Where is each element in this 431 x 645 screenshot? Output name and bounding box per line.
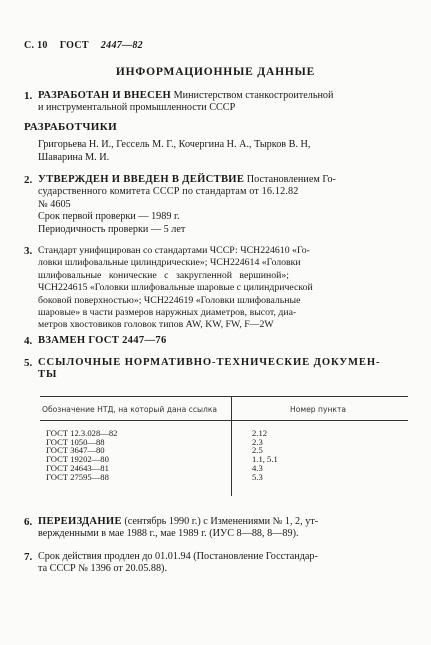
section-4-text: ВЗАМЕН ГОСТ 2447—76 — [38, 335, 167, 346]
table-doc-cell: ГОСТ 19202—80 — [46, 454, 109, 465]
section-7-line-1: Срок действия продлен до 01.01.94 (Постановление Госстандар- — [38, 551, 318, 562]
table-top-rule — [40, 396, 408, 397]
table-column-divider — [231, 396, 232, 496]
table-point-cell: 2.5 — [252, 445, 263, 456]
standard-label: ГОСТ — [59, 40, 89, 51]
section-4 — [24, 335, 408, 347]
table-point-cell: 2.12 — [252, 428, 268, 438]
section-3 — [24, 245, 408, 332]
standard-number: 2447—82 — [100, 40, 143, 51]
table-doc-cell: ГОСТ 24643—81 — [46, 462, 109, 473]
section-2-line-2: сударственного комитета СССР по стандартам от 16.12.82 — [38, 186, 299, 198]
section-3-line: метров хвостовиков головок типов AW, KW, FW, F—2W — [38, 319, 274, 331]
developers-section — [24, 121, 408, 164]
developers-line-2: Шаварина М. И. — [38, 151, 110, 163]
table-doc-cell: ГОСТ 27595—88 — [46, 471, 109, 482]
table-doc-cell: ГОСТ 3647—80 — [46, 445, 105, 456]
section-6 — [24, 516, 408, 541]
page-header — [24, 40, 143, 51]
section-6-line-1: (сентябрь 1990 г.) с Изменениями № 1, 2, ут- — [124, 516, 319, 527]
section-number: 5. — [24, 357, 33, 369]
section-3-line: ЧСН224615 «Головки шлифовальные шаровые с цилиндрической — [38, 282, 313, 294]
section-2-heading: УТВЕРЖДЕН И ВВЕДЕН В ДЕЙСТВИЕ — [38, 174, 245, 185]
table-header-doc: Обозначение НТД, на который дана ссылка — [42, 405, 218, 414]
section-7-line-2: та СССР № 1396 от 20.05.88). — [38, 563, 167, 575]
table-doc-list — [46, 429, 117, 481]
section-1-text-1: Министерством станкостроительной — [173, 90, 334, 101]
section-6-heading: ПЕРЕИЗДАНИЕ — [38, 516, 122, 527]
table-doc-cell: ГОСТ 1050—88 — [46, 436, 105, 447]
section-3-line: шлифовальные конические с закругленной вершиной»; — [38, 269, 290, 281]
section-1-text-2: и инструментальной промышленности СССР — [38, 102, 236, 114]
section-3-line: шаровые» в части размеров наружных диаметров, высот, диа- — [38, 307, 297, 319]
table-point-cell: 2.3 — [252, 436, 263, 447]
section-number: 1. — [24, 90, 33, 102]
section-number: 3. — [24, 245, 33, 257]
developers-line-1: Григорьева Н. И., Гессель М. Г., Кочергина Н. А., Тырков В. Н, — [38, 139, 311, 151]
section-1-heading: РАЗРАБОТАН И ВНЕСЕН — [38, 90, 172, 101]
section-number: 6. — [24, 516, 33, 528]
section-1 — [24, 90, 408, 115]
table-point-cell: 1.1, 5.1 — [252, 454, 278, 465]
section-2-line-5: Периодичность проверки — 5 лет — [38, 223, 186, 235]
section-number: 2. — [24, 174, 33, 186]
section-2-line-1: Постановлением Го- — [246, 174, 336, 185]
section-5-line-1: ССЫЛОЧНЫЕ НОРМАТИВНО-ТЕХНИЧЕСКИЕ ДОКУМЕН- — [38, 357, 381, 368]
section-number: 7. — [24, 551, 33, 563]
section-3-line: Стандарт унифицирован со стандартами ЧССР: ЧСН224610 «Го- — [38, 245, 310, 256]
section-7 — [24, 551, 408, 576]
section-2-line-4: Срок первой проверки — 1989 г. — [38, 211, 180, 223]
section-5-line-2: ТЫ — [38, 369, 58, 381]
section-2 — [24, 174, 408, 236]
section-3-line: ловки шлифовальные цилиндрические»; ЧСН224614 «Головки — [38, 257, 301, 269]
section-3-line: боковой поверхностью»; ЧСН224619 «Головки шлифовальные — [38, 294, 301, 306]
section-6-line-2: вержденными в мае 1988 г., мае 1989 г. (ИУС 8—88, 8—89). — [38, 528, 299, 540]
section-2-line-3: № 4605 — [38, 198, 71, 210]
table-header-rule — [40, 420, 408, 421]
developers-heading: РАЗРАБОТЧИКИ — [24, 121, 118, 133]
table-header-point: Номер пункта — [290, 405, 347, 414]
section-5 — [24, 357, 408, 382]
page-title: ИНФОРМАЦИОННЫЕ ДАННЫЕ — [115, 66, 316, 78]
section-number: 4. — [24, 335, 33, 347]
table-point-list — [252, 429, 278, 481]
page-number: С. 10 — [24, 40, 48, 51]
table-point-cell: 4.3 — [252, 462, 263, 473]
table-point-cell: 5.3 — [252, 471, 263, 482]
table-doc-cell: ГОСТ 12.3.028—82 — [46, 428, 118, 438]
